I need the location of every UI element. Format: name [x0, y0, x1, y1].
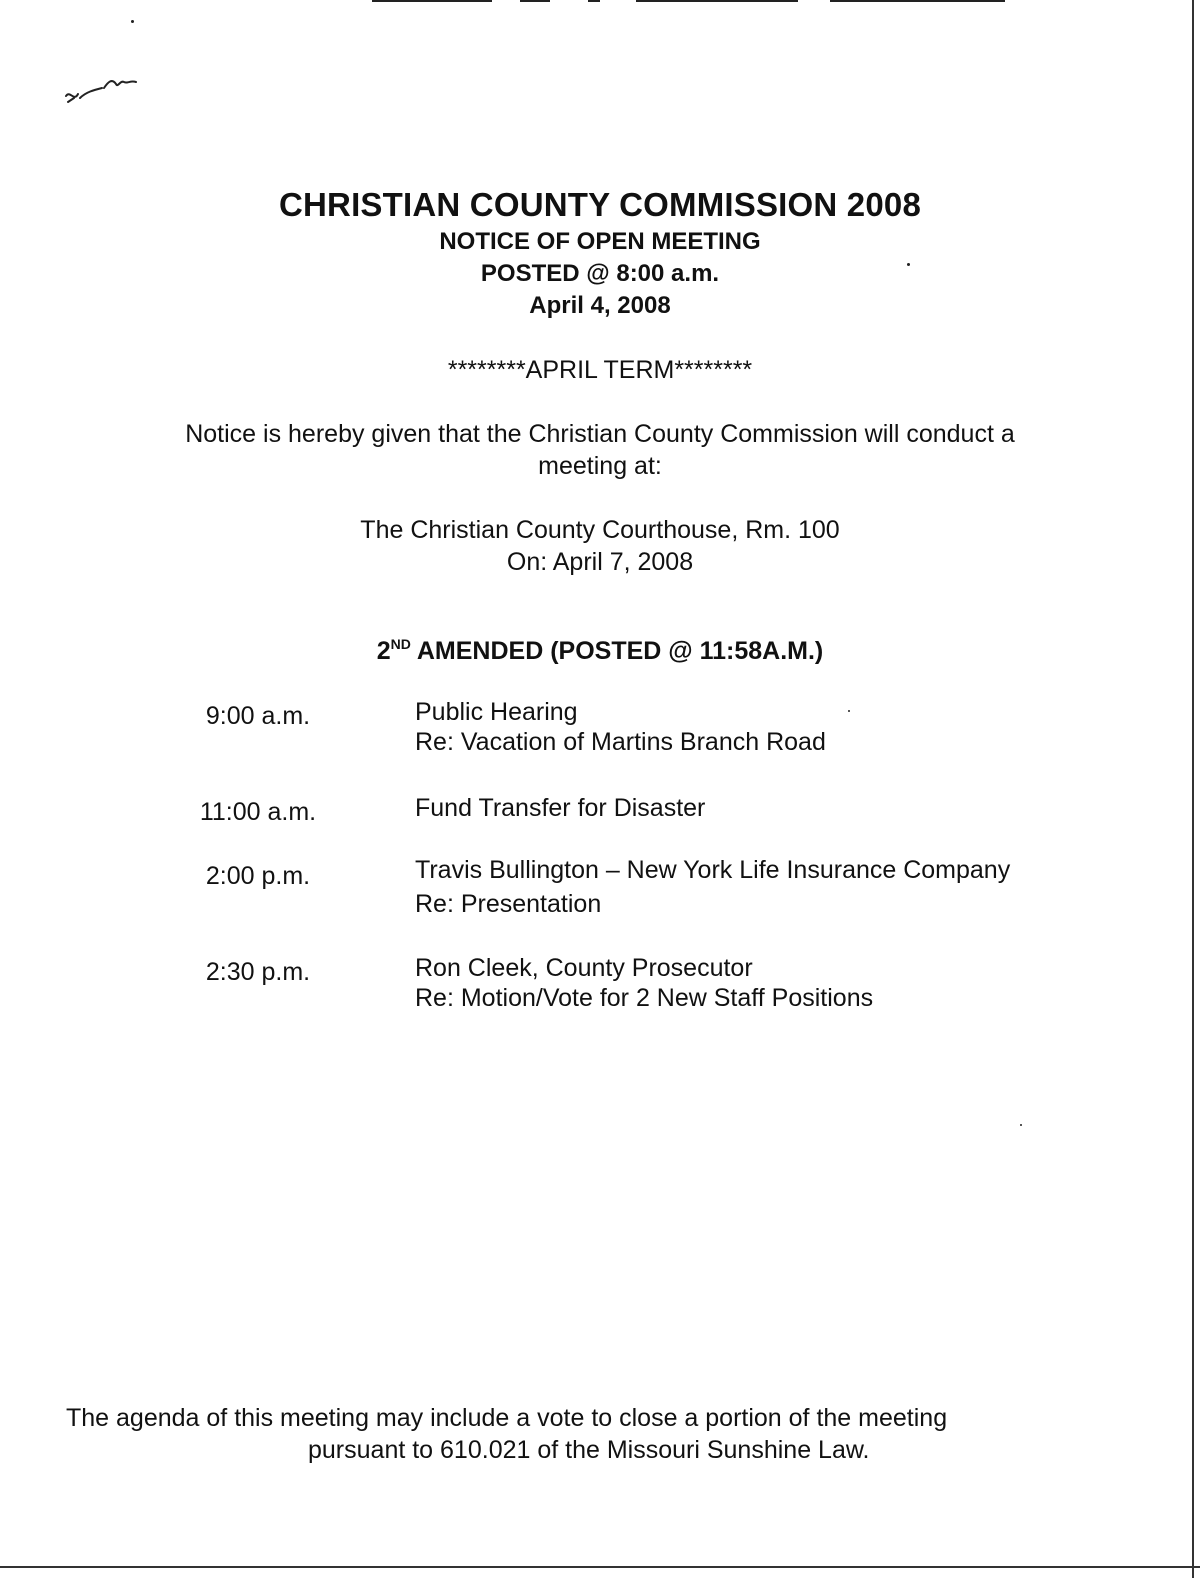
scan-speck	[848, 710, 850, 712]
amended-ordinal: 2	[376, 637, 391, 665]
notice-text-line-1: Notice is hereby given that the Christian County Commission will conduct a	[185, 420, 1015, 448]
scan-artifact-line	[830, 0, 1005, 2]
term-label: ********APRIL TERM********	[447, 356, 753, 384]
footer-text-line-1: The agenda of this meeting may include a vote to close a portion of the meeting	[66, 1404, 948, 1432]
document-title: CHRISTIAN COUNTY COMMISSION 2008	[278, 186, 922, 223]
agenda-time: 2:30 p.m.	[205, 958, 311, 986]
posted-date: April 4, 2008	[529, 292, 671, 319]
document-subtitle: NOTICE OF OPEN MEETING	[439, 228, 761, 255]
agenda-time: 2:00 p.m.	[205, 862, 311, 890]
meeting-date: On: April 7, 2008	[506, 548, 694, 576]
scan-edge-bottom	[0, 1566, 1200, 1568]
agenda-item-line: Travis Bullington – New York Life Insurance Company	[415, 856, 1011, 884]
agenda-item-line: Re: Presentation	[415, 890, 602, 918]
amended-ordinal-suffix: ND	[390, 636, 411, 652]
agenda-item-line: Public Hearing	[415, 698, 578, 726]
agenda-item-line: Re: Vacation of Martins Branch Road	[415, 728, 826, 756]
agenda-time: 11:00 a.m.	[199, 798, 317, 826]
posted-time: POSTED @ 8:00 a.m.	[480, 260, 720, 287]
amended-notice	[0, 636, 1200, 666]
amended-text: AMENDED (POSTED @ 11:58A.M.)	[410, 637, 824, 665]
agenda-item-line: Ron Cleek, County Prosecutor	[415, 954, 753, 982]
agenda-item-line: Fund Transfer for Disaster	[415, 794, 706, 822]
footer-text-line-2: pursuant to 610.021 of the Missouri Sunshine Law.	[308, 1436, 870, 1464]
scan-artifact-line	[636, 0, 798, 2]
scan-speck	[131, 20, 134, 23]
scan-artifact-line	[372, 0, 492, 2]
scan-speck	[1020, 1124, 1022, 1126]
notice-text-line-2: meeting at:	[538, 452, 662, 480]
agenda-time: 9:00 a.m.	[205, 702, 311, 730]
handwritten-initials	[60, 68, 144, 108]
meeting-location: The Christian County Courthouse, Rm. 100	[360, 516, 840, 544]
scan-artifact-line	[520, 0, 550, 2]
scan-artifact-line	[588, 0, 600, 2]
agenda-item-line: Re: Motion/Vote for 2 New Staff Positions	[415, 984, 874, 1012]
